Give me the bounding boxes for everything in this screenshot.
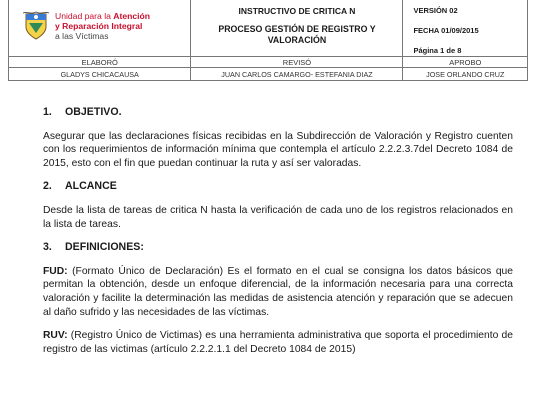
version-label: VERSIÓN 02 — [413, 6, 458, 15]
ruv-definition — [43, 329, 513, 356]
fud-definition — [43, 265, 513, 319]
section-3-title: DEFINICIONES: — [65, 241, 144, 254]
process-title: PROCESO GESTIÓN DE REGISTRO Y VALORACIÓN — [218, 23, 376, 45]
section-1-title: OBJETIVO. — [65, 106, 122, 118]
elaboro-label: ELABORÓ — [9, 57, 191, 68]
alcance-paragraph: Desde la lista de tareas de critica N hasta la verificación de cada uno de los registros relacionados en la lista de tareas. — [43, 204, 513, 230]
section-definiciones-heading — [43, 241, 513, 255]
signature-header-row — [9, 57, 528, 68]
reviso-label: REVISÓ — [191, 57, 403, 68]
meta-cell — [403, 0, 528, 57]
fud-text: (Formato Único de Declaración) Es el formato en el cual se consigna los datos básicos que permitan la obtención, desde un enfoque diferencial, de la información necesaria para una correcta valoración y facilite la determinación las medidas de asistencia atención y reparación que se adecuen al daño sufrido y las necesidades de las víctimas. — [43, 265, 513, 318]
date-label: FECHA 01/09/2015 — [413, 26, 479, 35]
elaboro-name: GLADYS CHICACAUSA — [9, 68, 191, 81]
section-2-number: 2. — [43, 180, 52, 193]
aprobo-label: APROBO — [403, 57, 528, 68]
ruv-text: (Registro Único de Victimas) es una herramienta administrativa que soporta el procedimiento de registro de las victimas (artículo 2.2.2.1.1 del Decreto 1084 de 2015) — [43, 330, 513, 355]
title-cell — [191, 0, 403, 57]
page-label: Página 1 de 8 — [413, 46, 462, 55]
section-objetivo-heading — [43, 106, 513, 120]
logo-line1-plain: Unidad para la — [55, 10, 114, 21]
aprobo-name: JOSE ORLANDO CRUZ — [403, 68, 528, 81]
section-alcance-heading — [43, 180, 513, 194]
section-2-title: ALCANCE — [65, 180, 117, 193]
objetivo-paragraph: Asegurar que las declaraciones físicas recibidas en la Subdirección de Valoración y Registro cuenten con los requerimientos de información mínima que contempla el artículo 2.2.2.3.7del Decreto 1084 de 2015, esto con el fin que puedan continuar la ruta y así ser valoradas. — [43, 130, 513, 169]
logo-line1-bold: Atención — [113, 10, 151, 21]
fud-term: FUD: — [43, 265, 68, 277]
unit-logo — [9, 11, 190, 41]
section-3-number: 3. — [43, 241, 52, 254]
reviso-name: JUAN CARLOS CAMARGO- ESTEFANIA DIAZ — [191, 68, 403, 81]
document-body — [43, 106, 513, 366]
document-type: INSTRUCTIVO DE CRITICA N — [238, 5, 356, 16]
logo-text — [55, 11, 150, 41]
logo-cell — [9, 0, 191, 57]
colombia-shield-icon — [23, 11, 49, 41]
signature-names-row — [9, 68, 528, 81]
logo-line2: y Reparación Integral — [55, 20, 143, 31]
section-1-number: 1. — [43, 106, 52, 118]
logo-line3: a las Víctimas — [55, 30, 109, 41]
header-table — [8, 0, 528, 81]
ruv-term: RUV: — [43, 330, 68, 342]
